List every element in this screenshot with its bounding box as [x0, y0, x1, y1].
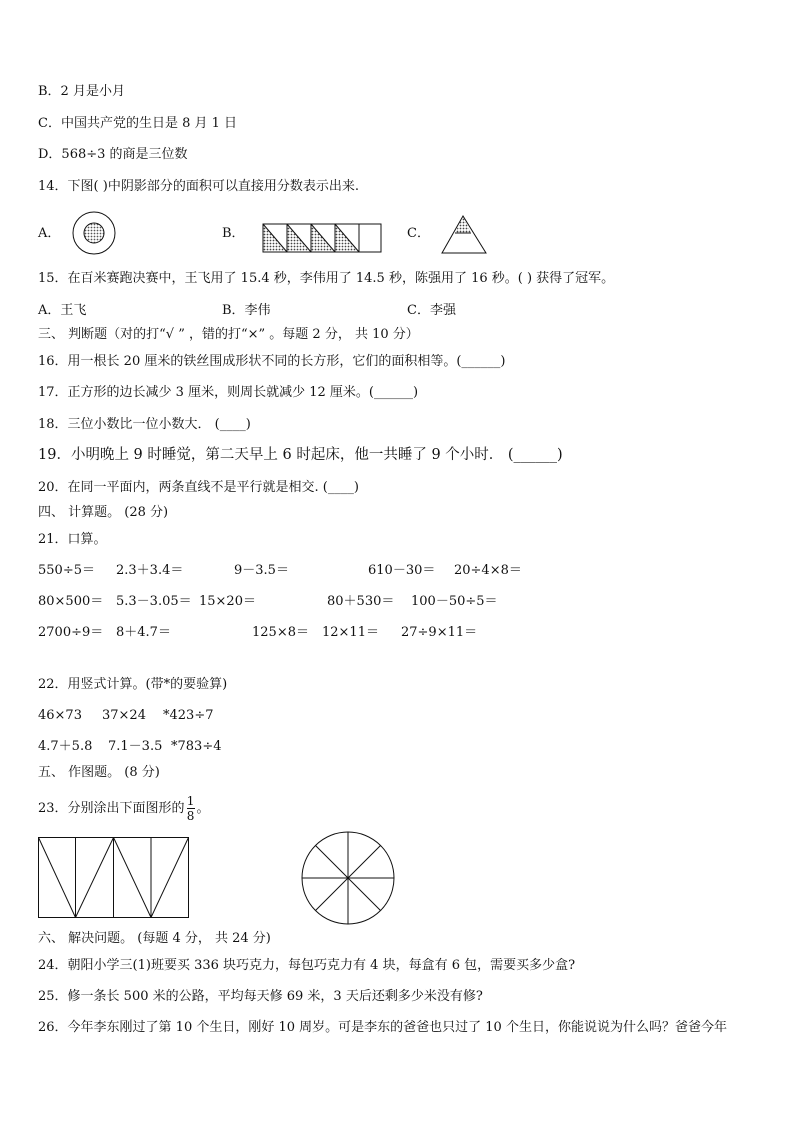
q21-item: 15×20＝	[199, 594, 256, 609]
q13-option-b: B．2 月是小月	[38, 84, 125, 99]
q24: 24．朝阳小学三(1)班要买 336 块巧克力，每包巧克力有 4 块，每盒有 6 包，需要买多少盒?	[38, 958, 576, 973]
q21-item: 80×500＝	[38, 594, 104, 609]
q23-stem-end: 。	[196, 801, 210, 816]
q21-item: 20÷4×8＝	[454, 563, 522, 578]
q22-stem: 22．用竖式计算。(带*的要验算)	[38, 677, 228, 692]
q16: 16．用一根长 20 厘米的铁丝围成形状不同的长方形，它们的面积相等。(______)	[38, 354, 506, 369]
q21-item: 8＋4.7＝	[116, 625, 171, 640]
q21-item: 610－30＝	[368, 563, 436, 578]
q21-item: 12×11＝	[322, 625, 379, 640]
fraction-denominator: 8	[186, 809, 195, 823]
q23-stem	[38, 795, 210, 823]
q15-option-c: C．李强	[407, 303, 456, 318]
q14-option-b-label: B．	[222, 226, 245, 241]
q23-rectangle-with-triangles	[38, 837, 190, 919]
q14-figure-a-concentric-circles	[72, 211, 118, 257]
q21-item: 9－3.5＝	[234, 563, 289, 578]
q14-option-c-label: C．	[407, 226, 430, 241]
section-3-heading: 三、 判断题（对的打“√ ” ，错的打“×” 。每题 2 分， 共 10 分）	[38, 327, 419, 342]
q21-item: 5.3－3.05＝	[116, 594, 192, 609]
q21-item: 80＋530＝	[327, 594, 395, 609]
fraction-numerator: 1	[186, 794, 195, 808]
q21-item: 2700÷9＝	[38, 625, 104, 640]
q22-item: *783÷4	[171, 739, 222, 754]
q22-item: 7.1－3.5	[108, 739, 163, 754]
q23-circle-eight-sectors	[300, 830, 396, 926]
q22-item: *423÷7	[163, 708, 214, 723]
q17: 17．正方形的边长减少 3 厘米，则周长就减少 12 厘米。(______)	[38, 385, 419, 400]
q23-stem-text: 23．分别涂出下面图形的	[38, 801, 185, 816]
section-4-heading: 四、 计算题。 (28 分)	[38, 505, 169, 520]
q14-figure-c-triangle	[441, 215, 489, 255]
q21-item: 125×8＝	[252, 625, 309, 640]
q14-figure-b-shaded-rectangle	[263, 224, 383, 254]
q22-item: 4.7＋5.8	[38, 739, 93, 754]
q15-stem: 15．在百米赛跑决赛中，王飞用了 15.4 秒，李伟用了 14.5 秒，陈强用了 16 秒。( ) 获得了冠军。	[38, 271, 615, 286]
q21-item: 550÷5＝	[38, 563, 95, 578]
q15-option-b: B．李伟	[222, 303, 271, 318]
q15-option-a: A．王飞	[38, 303, 87, 318]
q14-stem: 14．下图( )中阴影部分的面积可以直接用分数表示出来.	[38, 179, 359, 194]
section-6-heading: 六、 解决问题。 (每题 4 分， 共 24 分)	[38, 931, 271, 946]
q14-option-a-label: A．	[38, 226, 61, 241]
q13-option-c: C．中国共产党的生日是 8 月 1 日	[38, 116, 238, 131]
q21-item: 27÷9×11＝	[401, 625, 478, 640]
q25: 25．修一条长 500 米的公路，平均每天修 69 米，3 天后还剩多少米没有修?	[38, 989, 483, 1004]
q19: 19．小明晚上 9 时睡觉，第二天早上 6 时起床，他一共睡了 9 个小时． (______)	[38, 447, 563, 463]
q21-item: 2.3＋3.4＝	[116, 563, 184, 578]
q21-item: 100－50÷5＝	[411, 594, 498, 609]
q18: 18．三位小数比一位小数大． (____)	[38, 417, 251, 432]
q21-stem: 21．口算。	[38, 532, 107, 547]
q22-item: 37×24	[102, 708, 146, 723]
section-5-heading: 五、 作图题。 (8 分)	[38, 765, 160, 780]
q26: 26．今年李东刚过了第 10 个生日，刚好 10 周岁。可是李东的爸爸也只过了 10 个生日，你能说说为什么吗？爸爸今年	[38, 1020, 727, 1035]
q22-item: 46×73	[38, 708, 82, 723]
fraction-one-eighth	[187, 795, 195, 822]
q13-option-d: D．568÷3 的商是三位数	[38, 147, 188, 162]
q20: 20．在同一平面内，两条直线不是平行就是相交. (____)	[38, 480, 359, 495]
